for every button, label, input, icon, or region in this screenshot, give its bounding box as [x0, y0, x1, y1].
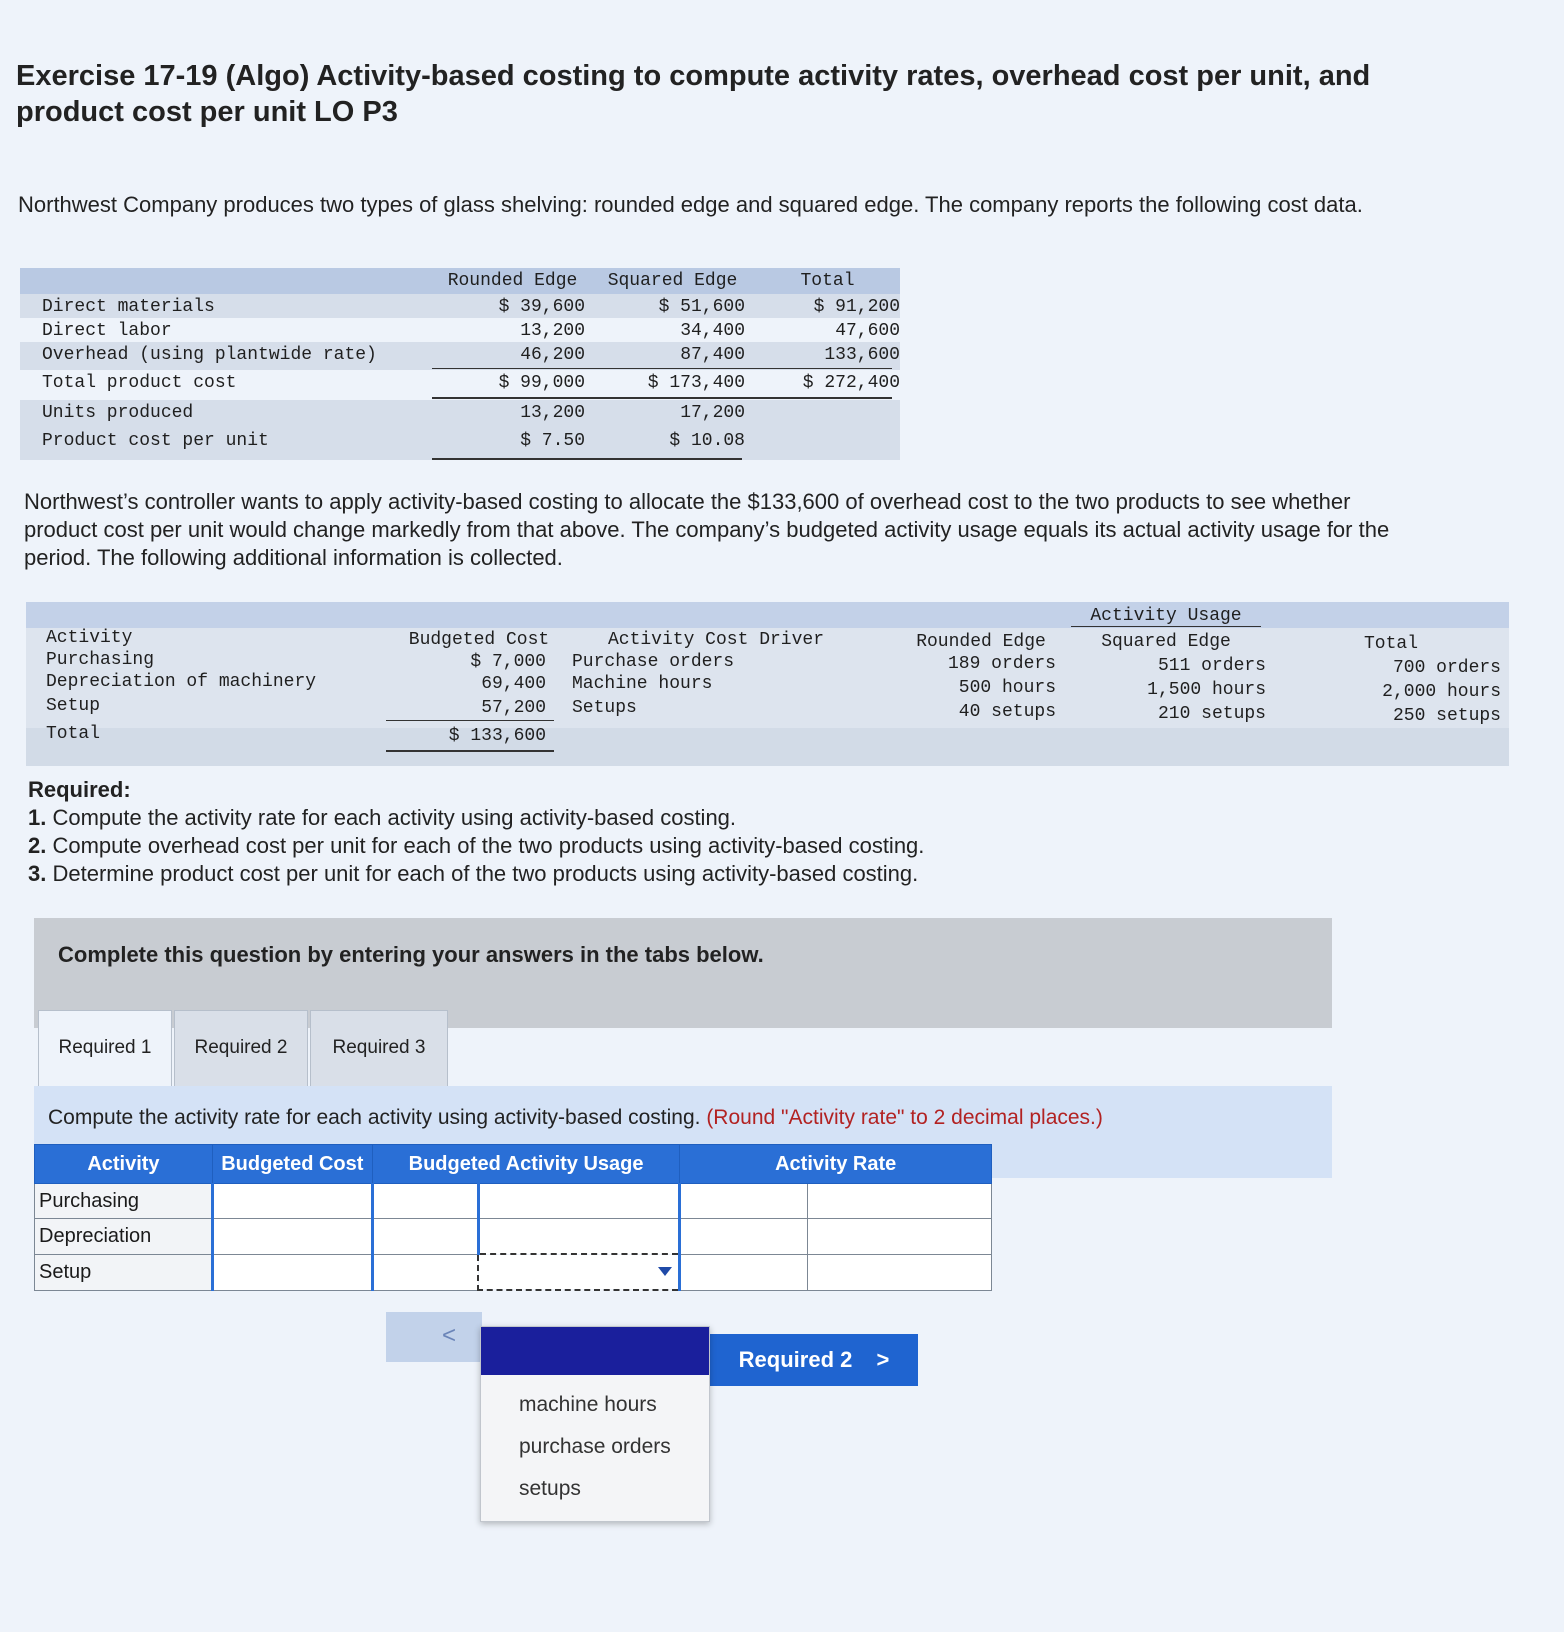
budgeted-cost-input[interactable] [212, 1184, 372, 1219]
activity-name: Purchasing [46, 650, 155, 670]
required-heading: Required: [28, 777, 131, 802]
dropdown-option-purchase-orders[interactable]: purchase orders [519, 1435, 671, 1458]
activity-cost: 57,200 [481, 698, 546, 718]
cell-squared: $ 10.08 [669, 431, 745, 451]
dropdown-option-machine-hours[interactable]: machine hours [519, 1393, 657, 1416]
header-budgeted-activity-usage: Budgeted Activity Usage [372, 1145, 680, 1184]
usage-squared: 1,500 hours [1147, 680, 1266, 700]
table-row [20, 370, 900, 400]
usage-unit-select-open[interactable] [478, 1254, 680, 1290]
activity-rate-input[interactable] [680, 1184, 808, 1219]
instruction-text: Compute the activity rate for each activity using activity-based costing. [48, 1106, 701, 1129]
col-header-squared: Squared Edge [607, 271, 738, 291]
row-label-purchasing: Purchasing [35, 1184, 213, 1219]
cell-rounded: 13,200 [520, 403, 585, 423]
chevron-down-icon[interactable] [658, 1267, 672, 1276]
activity-driver: Purchase orders [572, 652, 735, 672]
usage-unit-select[interactable] [478, 1184, 680, 1219]
activity-driver: Setups [572, 698, 637, 718]
usage-rounded: 500 hours [958, 678, 1056, 698]
cell-rounded: 46,200 [520, 345, 585, 365]
activity-name: Depreciation of machinery [46, 672, 317, 692]
cell-squared: $ 173,400 [647, 373, 745, 393]
table-row [20, 342, 900, 370]
cell-total: 47,600 [835, 321, 900, 341]
activity-cost: $ 7,000 [470, 652, 546, 672]
activity-rate-table [34, 1144, 992, 1291]
row-label-depreciation: Depreciation [35, 1219, 213, 1255]
chevron-left-icon: < [442, 1322, 457, 1349]
rounding-note: (Round "Activity rate" to 2 decimal places.) [706, 1106, 1103, 1129]
activity-rate-unit [808, 1219, 992, 1255]
row-label: Product cost per unit [42, 431, 269, 451]
total-cost: $ 133,600 [448, 726, 546, 746]
col-header-total: Total [800, 271, 855, 291]
activity-cost: 69,400 [481, 674, 546, 694]
activity-rate-input[interactable] [680, 1254, 808, 1290]
header-activity: Activity [35, 1145, 213, 1184]
usage-total: 250 setups [1392, 706, 1501, 726]
usage-squared: 210 setups [1157, 704, 1266, 724]
header-budgeted-cost: Budgeted Cost [212, 1145, 372, 1184]
header-activity-rate: Activity Rate [680, 1145, 992, 1184]
controller-paragraph: Northwest’s controller wants to apply activity-based costing to allocate the $133,600 of overhead cost to the two products to see whether product cost per unit would change markedly from that above. The company’s budgeted activity usage equals its actual activity usage for the period. The following additional information is collected. [24, 489, 1390, 570]
table-row [20, 400, 900, 428]
usage-unit-select[interactable] [478, 1219, 680, 1255]
budgeted-cost-input[interactable] [212, 1219, 372, 1255]
usage-total: 700 orders [1392, 658, 1501, 678]
activity-name: Setup [46, 696, 101, 716]
cell-rounded: 13,200 [520, 321, 585, 341]
activity-rate-unit [808, 1184, 992, 1219]
cell-rounded: $ 7.50 [520, 431, 585, 451]
row-label: Direct materials [42, 297, 215, 317]
cell-total: $ 91,200 [813, 297, 900, 317]
table-row [20, 428, 900, 460]
cell-rounded: $ 99,000 [498, 373, 585, 393]
activity-driver: Machine hours [572, 674, 713, 694]
table-row [35, 1184, 992, 1219]
required-item: 2. Compute overhead cost per unit for each of the two products using activity-based costing. [28, 833, 925, 858]
cost-data-table [20, 268, 900, 460]
dropdown-option-setups[interactable]: setups [519, 1477, 581, 1500]
intro-text: Northwest Company produces two types of glass shelving: rounded edge and squared edge. The company reports the following cost data. [18, 192, 1363, 217]
usage-rounded: 189 orders [947, 654, 1056, 674]
cell-total: $ 272,400 [802, 373, 900, 393]
col-header-cost-driver: Activity Cost Driver [607, 630, 825, 650]
total-label: Total [46, 724, 101, 744]
required-section [28, 776, 924, 888]
usage-amount-input[interactable] [372, 1254, 478, 1290]
usage-amount-input[interactable] [372, 1184, 478, 1219]
budgeted-cost-input[interactable] [212, 1254, 372, 1290]
usage-total: 2,000 hours [1382, 682, 1501, 702]
chevron-right-icon: > [876, 1347, 890, 1372]
cell-squared: 34,400 [680, 321, 745, 341]
cell-total: 133,600 [824, 345, 900, 365]
usage-rounded: 40 setups [958, 702, 1056, 722]
usage-squared: 511 orders [1157, 656, 1266, 676]
table-row [35, 1254, 992, 1290]
required-item: 3. Determine product cost per unit for each of the two products using activity-based costing. [28, 861, 919, 886]
next-required-2-button[interactable] [710, 1334, 918, 1386]
tab-instruction [48, 1106, 1103, 1130]
row-label: Overhead (using plantwide rate) [42, 345, 377, 365]
complete-prompt: Complete this question by entering your answers in the tabs below. [58, 942, 764, 967]
activity-rate-input[interactable] [680, 1219, 808, 1255]
cell-rounded: $ 39,600 [498, 297, 585, 317]
group-header-activity-usage: Activity Usage [1071, 606, 1261, 627]
tab-required-1[interactable]: Required 1 [38, 1010, 172, 1089]
col-header-activity: Activity [46, 628, 133, 648]
cell-squared: $ 51,600 [658, 297, 745, 317]
usage-amount-input[interactable] [372, 1219, 478, 1255]
dropdown-highlighted-option[interactable] [481, 1327, 709, 1375]
table-row [20, 318, 900, 342]
tab-required-3[interactable]: Required 3 [310, 1010, 448, 1088]
col-header-rounded: Rounded Edge [447, 271, 578, 291]
tab-required-2[interactable]: Required 2 [174, 1010, 308, 1088]
row-label: Total product cost [42, 373, 237, 393]
table-row [35, 1219, 992, 1255]
cell-squared: 17,200 [680, 403, 745, 423]
required-item: 1. Compute the activity rate for each activity using activity-based costing. [28, 805, 737, 830]
cell-squared: 87,400 [680, 345, 745, 365]
previous-button[interactable] [386, 1312, 482, 1362]
col-header-rounded: Rounded Edge [916, 632, 1046, 652]
activity-rate-unit [808, 1254, 992, 1290]
col-header-squared: Squared Edge [1101, 632, 1231, 652]
next-label: Required 2 [738, 1347, 853, 1372]
col-header-budgeted-cost: Budgeted Cost [408, 630, 550, 650]
row-label: Direct labor [42, 321, 172, 341]
unit-dropdown-menu [480, 1326, 710, 1522]
exercise-title: Exercise 17-19 (Algo) Activity-based costing to compute activity rates, overhead cost per unit, and product cost per unit LO P3 [16, 60, 1371, 128]
table-row [20, 294, 900, 318]
col-header-total: Total [1363, 634, 1418, 654]
row-label: Units produced [42, 403, 194, 423]
row-label-setup: Setup [35, 1254, 213, 1290]
